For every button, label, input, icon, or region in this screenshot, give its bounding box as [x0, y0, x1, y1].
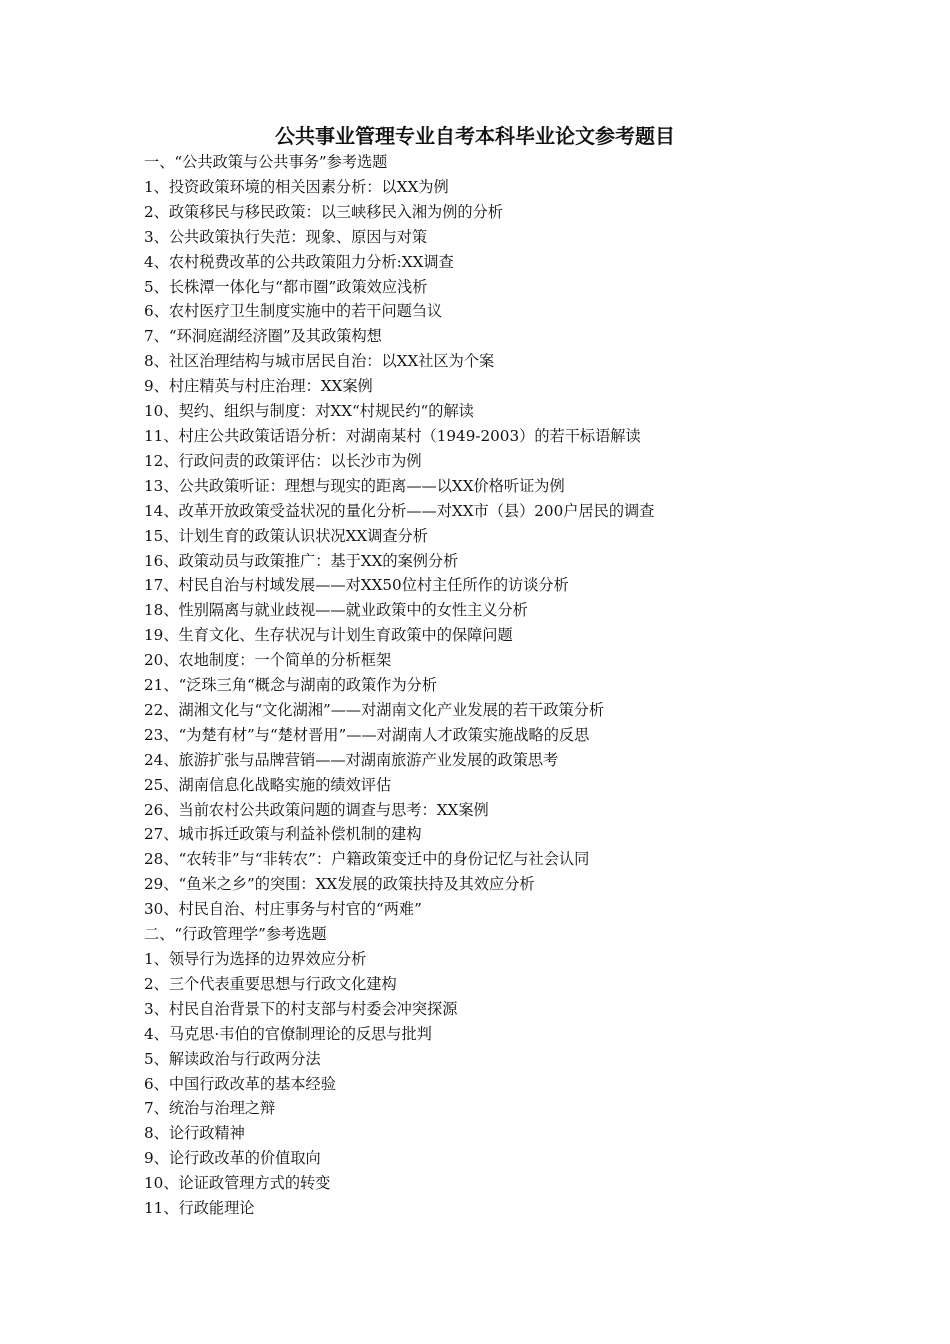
list-item: 5、长株潭一体化与“都市圈”政策效应浅析 — [144, 277, 428, 296]
list-item: 17、村民自治与村域发展——对XX50位村主任所作的访谈分析 — [144, 576, 569, 595]
list-item: 1、投资政策环境的相关因素分析：以XX为例 — [144, 177, 449, 196]
list-item: 19、生育文化、生存状况与计划生育政策中的保障问题 — [144, 626, 513, 645]
list-item: 3、公共政策执行失范：现象、原因与对策 — [144, 227, 428, 246]
list-item: 30、村民自治、村庄事务与村官的“两难” — [144, 900, 422, 919]
list-item: 5、解读政治与行政两分法 — [144, 1049, 321, 1068]
list-item: 4、马克思·韦伯的官僚制理论的反思与批判 — [144, 1024, 432, 1043]
list-item: 9、村庄精英与村庄治理：XX案例 — [144, 377, 373, 396]
list-item: 11、村庄公共政策话语分析：对湖南某村（1949-2003）的若干标语解读 — [144, 426, 641, 445]
section-heading-public-administration: 二、“行政管理学”参考选题 — [144, 925, 327, 944]
list-item: 11、行政能理论 — [144, 1199, 255, 1218]
list-item: 6、中国行政改革的基本经验 — [144, 1074, 336, 1093]
list-item: 16、政策动员与政策推广：基于XX的案例分析 — [144, 551, 459, 570]
list-item: 8、论行政精神 — [144, 1124, 245, 1143]
topic-list — [144, 150, 864, 1221]
list-item: 10、论证政管理方式的转变 — [144, 1174, 331, 1193]
list-item: 28、“农转非”与“非转农”：户籍政策变迁中的身份记忆与社会认同 — [144, 850, 590, 869]
list-item: 7、“环洞庭湖经济圈”及其政策构想 — [144, 327, 382, 346]
list-item: 22、湖湘文化与“文化湖湘”——对湖南文化产业发展的若干政策分析 — [144, 700, 605, 719]
list-item: 14、改革开放政策受益状况的量化分析——对XX市（县）200户居民的调查 — [144, 501, 655, 520]
section-heading-public-policy: 一、“公共政策与公共事务”参考选题 — [144, 153, 388, 171]
list-item: 13、公共政策听证：理想与现实的距离——以XX价格听证为例 — [144, 476, 565, 495]
list-item: 9、论行政改革的价值取向 — [144, 1149, 321, 1168]
list-item: 20、农地制度：一个简单的分析框架 — [144, 651, 392, 670]
list-item: 4、农村税费改革的公共政策阻力分析:XX调查 — [144, 252, 454, 271]
list-item: 23、“为楚有材”与“楚材晋用”——对湖南人才政策实施战略的反思 — [144, 725, 590, 744]
list-item: 3、村民自治背景下的村支部与村委会冲突探源 — [144, 999, 458, 1018]
list-item: 21、“泛珠三角“概念与湖南的政策作为分析 — [144, 676, 438, 695]
list-item: 29、“鱼米之乡”的突围：XX发展的政策扶持及其效应分析 — [144, 875, 535, 894]
list-item: 8、社区治理结构与城市居民自治：以XX社区为个案 — [144, 352, 495, 371]
list-item: 2、三个代表重要思想与行政文化建构 — [144, 974, 397, 993]
list-item: 24、旅游扩张与品牌营销——对湖南旅游产业发展的政策思考 — [144, 750, 559, 769]
list-item: 25、湖南信息化战略实施的绩效评估 — [144, 775, 392, 794]
list-item: 2、政策移民与移民政策：以三峡移民入湘为例的分析 — [144, 202, 503, 221]
list-item: 1、领导行为选择的边界效应分析 — [144, 950, 367, 968]
list-item: 6、农村医疗卫生制度实施中的若干问题刍议 — [144, 302, 443, 321]
list-item: 12、行政问责的政策评估：以长沙市为例 — [144, 451, 422, 470]
list-item: 27、城市拆迁政策与利益补偿机制的建构 — [144, 825, 422, 844]
list-item: 26、当前农村公共政策问题的调查与思考：XX案例 — [144, 800, 489, 819]
list-item: 10、契约、组织与制度：对XX“村规民约“的解读 — [144, 402, 474, 421]
list-item: 18、性别隔离与就业歧视——就业政策中的女性主义分析 — [144, 601, 528, 620]
list-item: 15、计划生育的政策认识状况XX调查分析 — [144, 526, 428, 545]
document-title: 公共事业管理专业自考本科毕业论文参考题目 — [275, 124, 675, 148]
list-item: 7、统治与治理之辩 — [144, 1099, 276, 1118]
